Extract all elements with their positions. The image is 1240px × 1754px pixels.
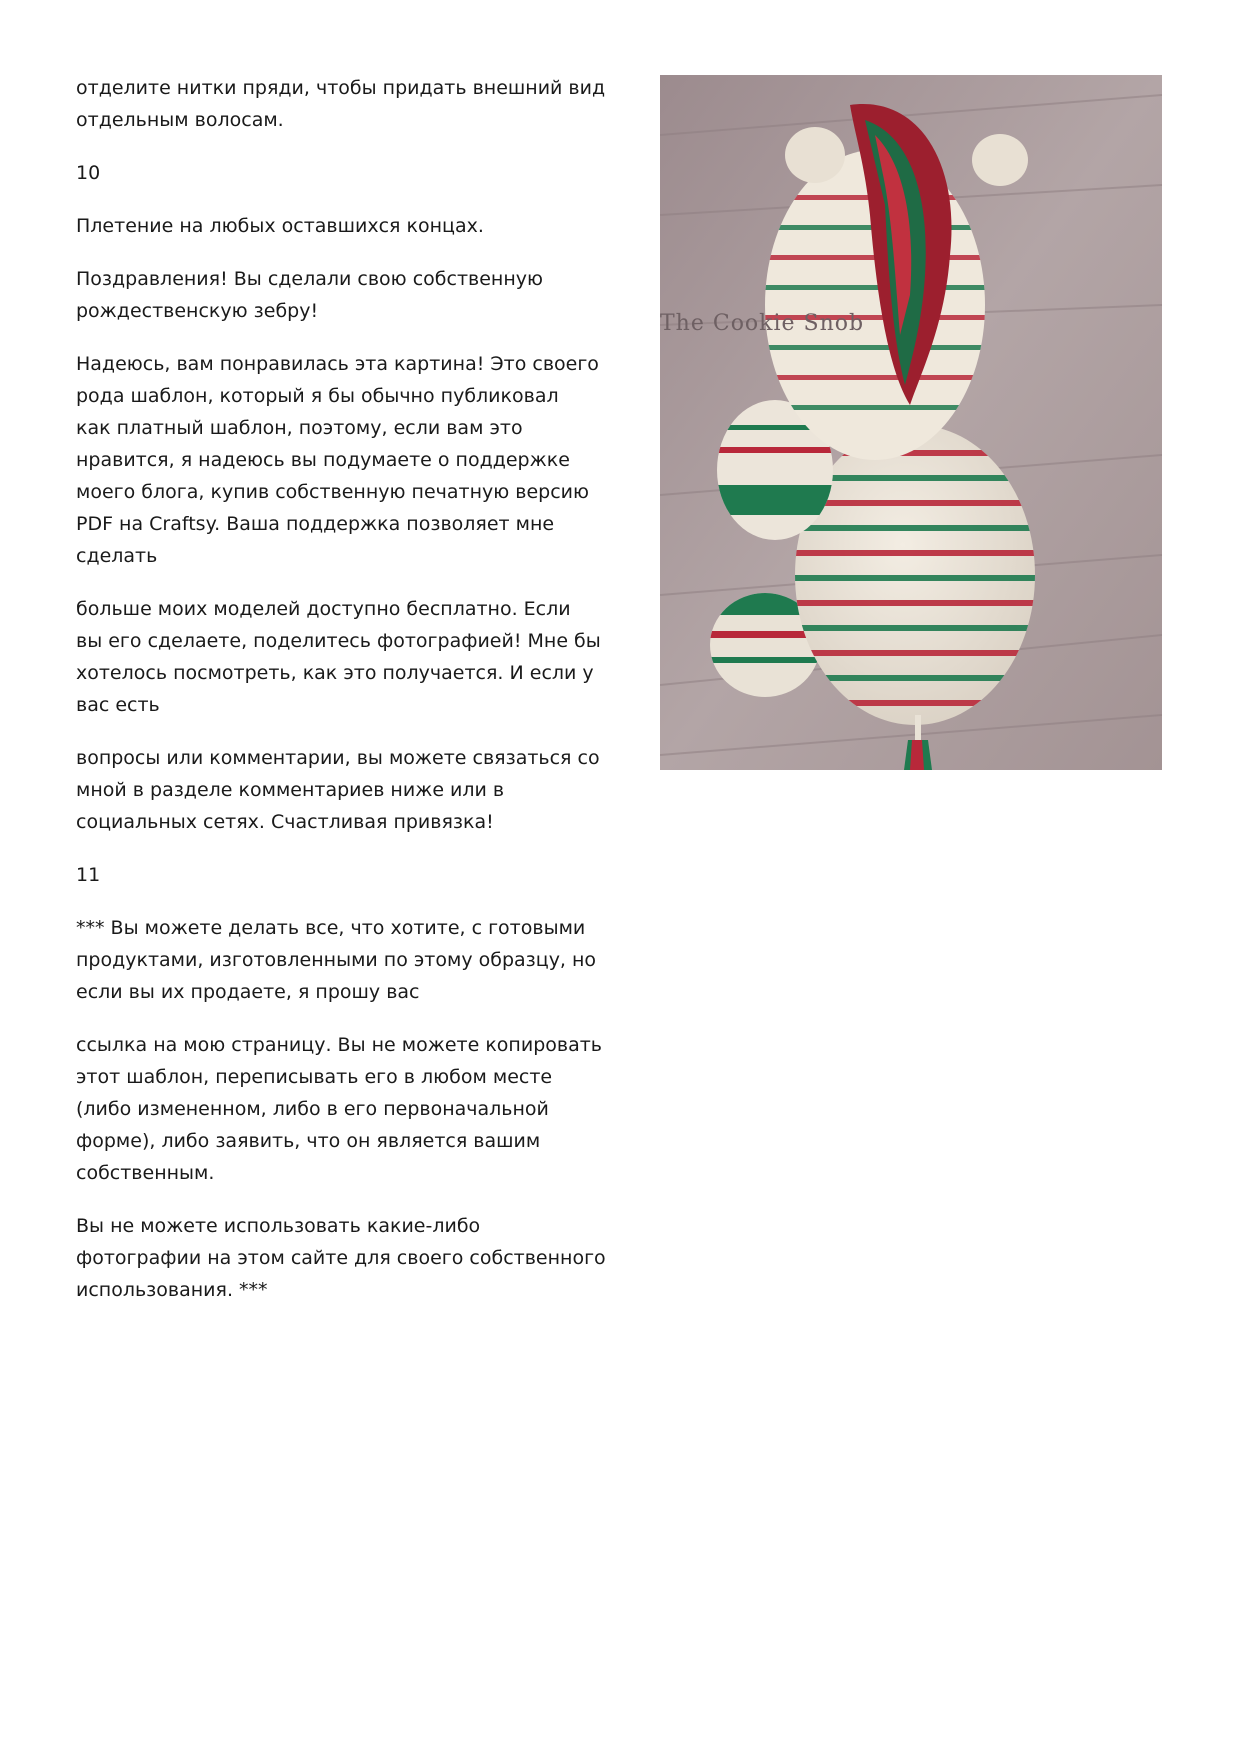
paragraph: Поздравления! Вы сделали свою собственную рождественскую зебру!: [76, 268, 543, 322]
paragraph: ссылка на мою страницу. Вы не можете копировать этот шаблон, переписывать его в любом месте (либо измененном, либо в его первоначальной форме), либо заявить, что он является вашим собственным.: [76, 1034, 602, 1184]
paragraph: Надеюсь, вам понравилась эта картина! Это своего рода шаблон, который я бы обычно публиковал как платный шаблон, поэтому, если вам это нравится, я надеюсь вы подумаете о поддержке моего блога, купив собственную печатную версию PDF на Craftsy. Ваша поддержка позволяет мне сделать: [76, 353, 599, 567]
photo-watermark: The Cookie Snob: [660, 311, 865, 336]
zebra-ear-left: [785, 127, 845, 183]
zebra-illustration: [660, 75, 1162, 770]
paragraph: Вы не можете использовать какие-либо фотографии на этом сайте для своего собственного использования. ***: [76, 1215, 606, 1301]
paragraph: *** Вы можете делать все, что хотите, с готовыми продуктами, изготовленными по этому образцу, но если вы их продаете, я прошу вас: [76, 917, 597, 1003]
zebra-ear-right: [972, 134, 1028, 186]
step-number: 10: [76, 162, 101, 184]
document-text: [76, 72, 616, 1327]
paragraph: Плетение на любых оставшихся концах.: [76, 215, 484, 237]
paragraph: больше моих моделей доступно бесплатно. Если вы его сделаете, поделитесь фотографией! Мне бы хотелось посмотреть, как это получается. И если у вас есть: [76, 598, 601, 716]
paragraph: отделите нитки пряди, чтобы придать внешний вид отдельным волосам.: [76, 77, 606, 131]
zebra-photo: [660, 75, 1162, 770]
step-number: 11: [76, 864, 101, 886]
paragraph: вопросы или комментарии, вы можете связаться со мной в разделе комментариев ниже или в социальных сетях. Счастливая привязка!: [76, 747, 600, 833]
